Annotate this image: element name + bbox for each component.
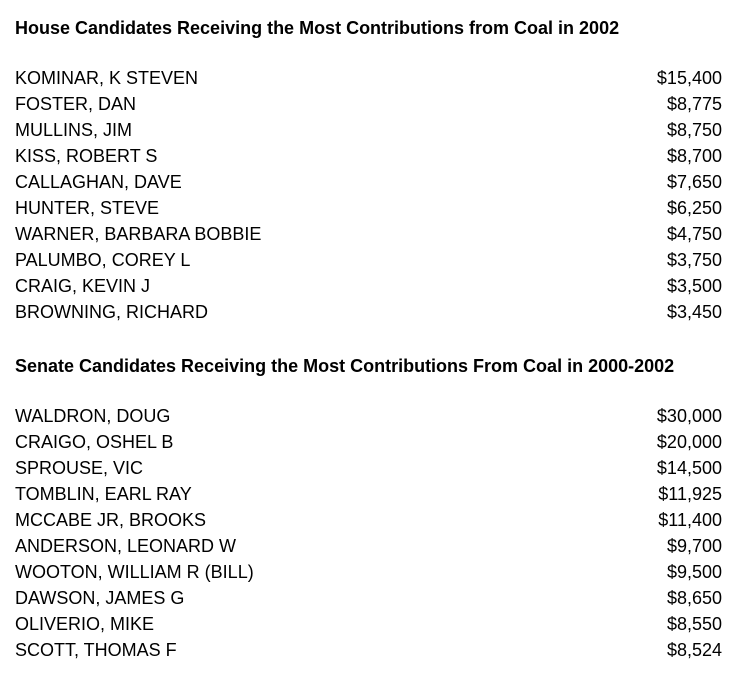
candidate-name: OLIVERIO, MIKE	[15, 614, 155, 634]
contribution-amount: $3,750	[666, 250, 722, 270]
candidate-name: CRAIG, KEVIN J	[15, 276, 151, 296]
candidate-name: TOMBLIN, EARL RAY	[15, 484, 192, 504]
senate-section	[15, 352, 722, 663]
list-item	[15, 481, 722, 507]
contribution-amount: $15,400	[656, 68, 722, 88]
contribution-amount: $4,750	[666, 224, 722, 244]
list-item	[15, 247, 722, 273]
candidate-name: SCOTT, THOMAS F	[15, 640, 177, 660]
contribution-amount: $8,775	[666, 94, 722, 114]
contribution-amount: $9,500	[666, 562, 722, 582]
list-item	[15, 169, 722, 195]
house-section	[15, 14, 722, 325]
candidate-name: FOSTER, DAN	[15, 94, 137, 114]
list-item	[15, 273, 722, 299]
contribution-amount: $8,524	[666, 640, 722, 660]
candidate-name: WALDRON, DOUG	[15, 406, 171, 426]
candidate-name: KISS, ROBERT S	[15, 146, 158, 166]
contribution-amount: $7,650	[666, 172, 722, 192]
list-item	[15, 611, 722, 637]
candidate-name: WOOTON, WILLIAM R (BILL)	[15, 562, 254, 582]
candidate-name: CALLAGHAN, DAVE	[15, 172, 182, 192]
list-item	[15, 585, 722, 611]
list-item	[15, 429, 722, 455]
candidate-name: CRAIGO, OSHEL B	[15, 432, 174, 452]
contribution-amount: $9,700	[666, 536, 722, 556]
list-item	[15, 143, 722, 169]
list-item	[15, 65, 722, 91]
candidate-name: MULLINS, JIM	[15, 120, 133, 140]
senate-section-title: Senate Candidates Receiving the Most Contributions From Coal in 2000-2002	[15, 356, 675, 376]
senate-list	[15, 403, 722, 663]
contribution-amount: $20,000	[656, 432, 722, 452]
list-item	[15, 559, 722, 585]
list-item	[15, 533, 722, 559]
contribution-amount: $8,750	[666, 120, 722, 140]
list-item	[15, 117, 722, 143]
list-item	[15, 637, 722, 663]
contribution-amount: $30,000	[656, 406, 722, 426]
list-item	[15, 403, 722, 429]
contribution-amount: $14,500	[656, 458, 722, 478]
list-item	[15, 195, 722, 221]
contribution-amount: $3,450	[666, 302, 722, 322]
list-item	[15, 221, 722, 247]
contribution-amount: $11,925	[658, 484, 722, 504]
candidate-name: SPROUSE, VIC	[15, 458, 144, 478]
contribution-amount: $8,550	[666, 614, 722, 634]
candidate-name: DAWSON, JAMES G	[15, 588, 185, 608]
candidate-name: HUNTER, STEVE	[15, 198, 160, 218]
contribution-amount: $3,500	[666, 276, 722, 296]
candidate-name: PALUMBO, COREY L	[15, 250, 191, 270]
list-item	[15, 299, 722, 325]
list-item	[15, 455, 722, 481]
contribution-amount: $11,400	[658, 510, 722, 530]
contribution-amount: $6,250	[666, 198, 722, 218]
candidate-name: ANDERSON, LEONARD W	[15, 536, 237, 556]
contribution-amount: $8,650	[666, 588, 722, 608]
candidate-name: BROWNING, RICHARD	[15, 302, 208, 322]
list-item	[15, 91, 722, 117]
candidate-name: WARNER, BARBARA BOBBIE	[15, 224, 262, 244]
candidate-name: MCCABE JR, BROOKS	[15, 510, 207, 530]
candidate-name: KOMINAR, K STEVEN	[15, 68, 199, 88]
contribution-amount: $8,700	[666, 146, 722, 166]
list-item	[15, 507, 722, 533]
house-list	[15, 65, 722, 325]
house-section-title: House Candidates Receiving the Most Contributions from Coal in 2002	[15, 18, 620, 38]
